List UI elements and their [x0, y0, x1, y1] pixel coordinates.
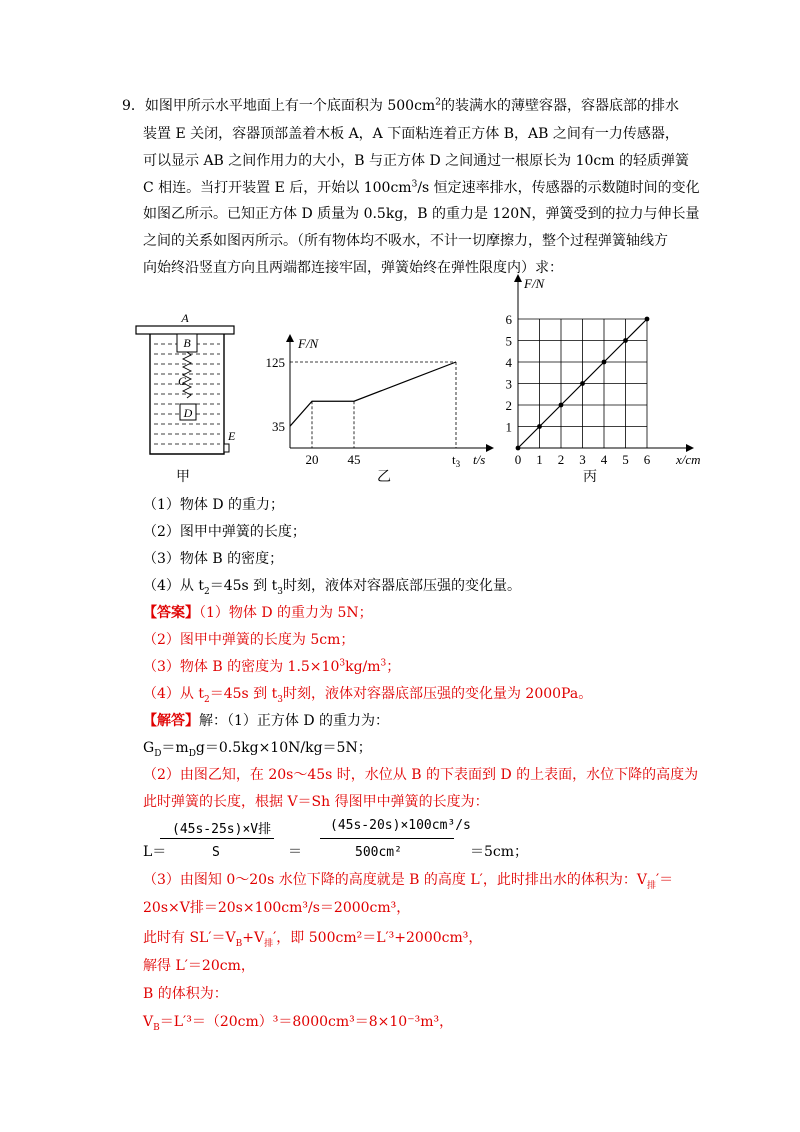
solution-line-3: （2）由图乙知，在 20s～45s 时，水位从 B 的下表面到 D 的上表面，水位下降的高度为: [143, 767, 699, 783]
answer-tag: 【答案】: [143, 605, 199, 621]
bing-xtick-4: 4: [600, 452, 608, 467]
drain-E: [224, 444, 229, 452]
bing-point-1: [537, 424, 542, 429]
frac1-bar: [160, 838, 274, 839]
yi-ylabel: F/N: [298, 336, 319, 351]
frac2-bar: [320, 838, 454, 839]
label-A: A: [181, 311, 189, 325]
solution-tag: 【解答】: [143, 713, 199, 729]
question-line-6: 之间的关系如图丙所示。（所有物体均不吸水，不计一切摩擦力，整个过程弹簧轴线方: [143, 233, 668, 249]
bing-ytick-6: 6: [505, 312, 512, 327]
frac2-numerator: (45s-20s)×100cm³/s: [330, 818, 471, 833]
bing-point-5: [623, 338, 628, 343]
frac1-numerator: (45s-25s)×V排: [172, 822, 272, 837]
yi-ytick-125: 125: [265, 355, 285, 370]
question-line-5: 如图乙所示。已知正方体 D 质量为 0.5kg，B 的重力是 120N，弹簧受到的拉力与伸长量: [143, 206, 700, 222]
label-D: D: [183, 406, 193, 420]
bing-xtick-3: 3: [579, 452, 586, 467]
caption-yi: 乙: [377, 469, 391, 485]
answer-line-2: （2）图甲中弹簧的长度为 5cm；: [143, 632, 355, 648]
formula-result: ＝5cm；: [470, 844, 529, 860]
bing-xtick-1: 1: [536, 452, 543, 467]
formula-eq: ＝: [288, 844, 302, 860]
bing-xtick-6: 6: [643, 452, 651, 467]
yi-xlabel: t/s: [473, 452, 486, 467]
solution-line-2: $G_D=m_Dg=0.5kg\times 10N/kg=5N$；: [143, 740, 372, 759]
solution-line-6: 20s×V排＝20s×100cm³/s＝2000cm³，: [143, 900, 411, 916]
question-line-7: 向始终沿竖直方向且两端都连接牢固，弹簧始终在弹性限度内）求：: [143, 260, 563, 276]
solution-line-7: 此时有 $SL'=V_B+V_排'$，即 500cm²＝L′³+2000cm³，: [143, 930, 483, 949]
bing-ytick-5: 5: [505, 333, 512, 349]
answer-line-4: （4）从 $t_2=45s$ 到 $t_3$时刻，液体对容器底部压强的变化量为 2000Pa。: [143, 686, 593, 705]
bing-point-2: [559, 403, 564, 408]
bing-ytick-4: 4: [505, 355, 512, 370]
caption-jia: 甲: [176, 469, 190, 485]
solution-line-10: $V_B=L'^3=(20cm)^3=8000cm^3=8\times 10^{-3}m^3$，: [143, 1014, 454, 1033]
water-hatch: [154, 344, 220, 444]
label-B: B: [183, 336, 191, 350]
frac1-denominator: S: [212, 845, 220, 860]
subq-2: （2）图甲中弹簧的长度；: [143, 524, 306, 540]
answer-line-3: （3）物体 B 的密度为 $1.5\times 10^3kg/m^3$；: [143, 658, 401, 675]
board-A: [136, 326, 234, 334]
bing-ytick-1: 1: [505, 419, 512, 435]
bing-xtick-5: 5: [622, 452, 629, 467]
solution-line-5: （3）由图知 0～20s 水位下降的高度就是 B 的高度 L′，此时排出水的体积为：$V_排'=$: [143, 872, 674, 891]
formula-L: L＝: [143, 844, 167, 860]
solution-line-1: 【解答】解：（1）正方体 D 的重力为：: [143, 713, 390, 729]
bing-ylabel: F/N: [524, 276, 545, 291]
yi-xtick-t3: $t_3$: [451, 452, 461, 469]
label-E: E: [228, 429, 236, 443]
bing-xtick-2: 2: [557, 452, 565, 467]
frac2-denominator: 500cm²: [355, 845, 402, 860]
caption-bing: 丙: [583, 469, 597, 485]
question-number: 9．: [122, 98, 145, 114]
bing-ytick-2: 2: [505, 398, 512, 413]
figure-bing: [498, 272, 720, 470]
question-line-4: C 相连。当打开装置 E 后，开始以 $100cm^3/s$ 恒定速率排水，传感器的示数随时间的变化: [143, 179, 700, 196]
subq-3: （3）物体 B 的密度；: [143, 551, 284, 567]
solution-line-4: 此时弹簧的长度，根据 V＝Sh 得图甲中弹簧的长度为：: [143, 794, 489, 810]
bing-point-4: [602, 360, 607, 365]
subq-1: （1）物体 D 的重力；: [143, 497, 285, 513]
bing-xtick-0: 0: [514, 452, 522, 467]
label-C: C: [178, 374, 187, 388]
yi-ytick-35: 35: [272, 419, 285, 435]
bing-point-3: [580, 381, 585, 386]
solution-line-8: 解得 L′＝20cm，: [143, 958, 255, 974]
answer-line-1: 【答案】（1）物体 D 的重力为 5N；: [143, 605, 373, 621]
figure-jia: [128, 310, 240, 470]
solution-line-9: B 的体积为：: [143, 986, 228, 1002]
bing-ytick-3: 3: [505, 376, 512, 392]
figure-yi: [262, 330, 498, 470]
question-line-1: 9．如图甲所示水平地面上有一个底面积为 $500cm^2$的装满水的薄壁容器，容器底部的排水: [122, 97, 679, 114]
question-line-2: 装置 E 关闭，容器顶部盖着木板 A，A 下面粘连着正方体 B，AB 之间有一力传感器，: [143, 126, 679, 142]
subq-4: （4）从 $t_2=45s$ 到 $t_3$时刻，液体对容器底部压强的变化量。: [143, 578, 521, 597]
bing-xlabel: x/cm: [676, 452, 701, 467]
bing-point-0: [516, 446, 521, 451]
yi-xtick-20: 20: [305, 452, 319, 467]
bing-point-6: [645, 317, 650, 322]
question-line-3: 可以显示 AB 之间作用力的大小，B 与正方体 D 之间通过一根原长为 10cm 的轻质弹簧: [143, 153, 689, 169]
yi-xtick-45: 45: [347, 452, 361, 467]
yi-series-line: [290, 362, 456, 426]
